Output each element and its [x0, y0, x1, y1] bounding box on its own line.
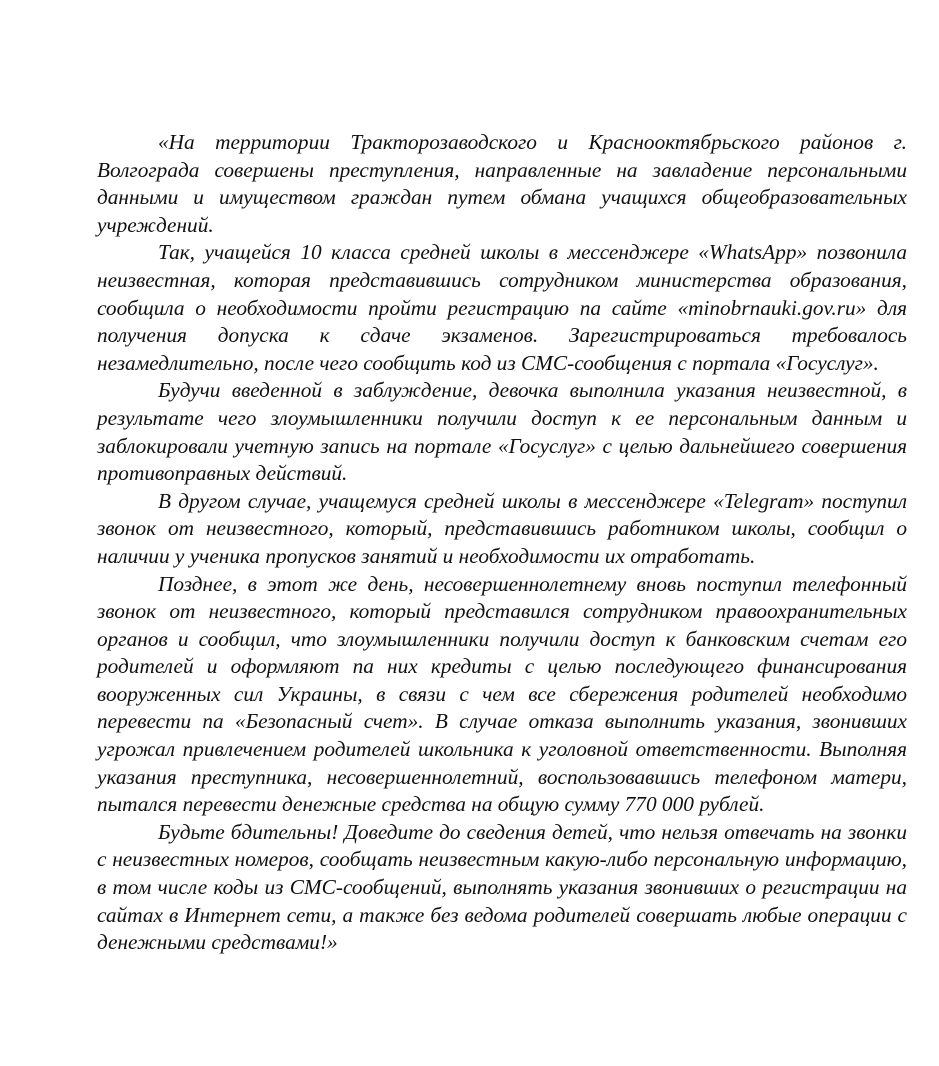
paragraph-telegram-case: В другом случае, учащемуся средней школы в мессенджере «Telegram» поступил звонок от неизвестного, который, представившись работником школы, сообщил о наличии у ученика пропусков занятий и необходимости их отработать. — [97, 488, 907, 568]
paragraph-fraud-call: Позднее, в этот же день, несовершеннолетнему вновь поступил телефонный звонок от неизвестного, который представился сотрудником правоохранительных органов и сообщил, что злоумышленники получили доступ к банковским счетам его родителей и оформляют па них кредиты с целью последующего финансирования вооруженных сил Украины, в связи с чем все сбережения родителей необходимо перевести па «Безопасный счет». В случае отказа выполнить указания, звонивших угрожал привлечением родителей школьника к уголовной ответственности. Выполняя указания преступника, несовершеннолетний, воспользовавшись телефоном матери, пытался перевести денежные средства на общую сумму 770 000 рублей. — [97, 571, 907, 817]
paragraph-whatsapp-outcome: Будучи введенной в заблуждение, девочка выполнила указания неизвестной, в результате чего злоумышленники получили доступ к ее персональным данным и заблокировали учетную запись на портале «Госуслуг» с целью дальнейшего совершения противоправных действий. — [97, 378, 907, 486]
document-body — [97, 129, 907, 957]
paragraph-crime-summary: «На территории Тракторозаводского и Краснооктябрьского районов г. Волгограда совершены преступления, направленные на завладение персональными данными и имуществом граждан путем обмана учащихся общеобразовательных учреждений. — [97, 130, 907, 237]
paragraph-warning: Будьте бдительны! Доведите до сведения детей, что нельзя отвечать на звонки с неизвестных номеров, сообщать неизвестным какую-либо персональную информацию, в том числе коды из СМС-сообщений, выполнять указания звонивших о регистрации на сайтах в Интернет сети, а также без ведома родителей совершать любые операции с денежными средствами!» — [97, 819, 907, 955]
paragraph-whatsapp-case: Так, учащейся 10 класса средней школы в мессенджере «WhatsApp» позвонила неизвестная, которая представившись сотрудником министерства образования, сообщила о необходимости пройти регистрацию па сайте «minobrnauki.gov.ru» для получения допуска к сдаче экзаменов. Зарегистрироваться требовалось незамедлительно, после чего сообщить код из СМС-сообщения с портала «Госуслуг». — [97, 240, 907, 375]
